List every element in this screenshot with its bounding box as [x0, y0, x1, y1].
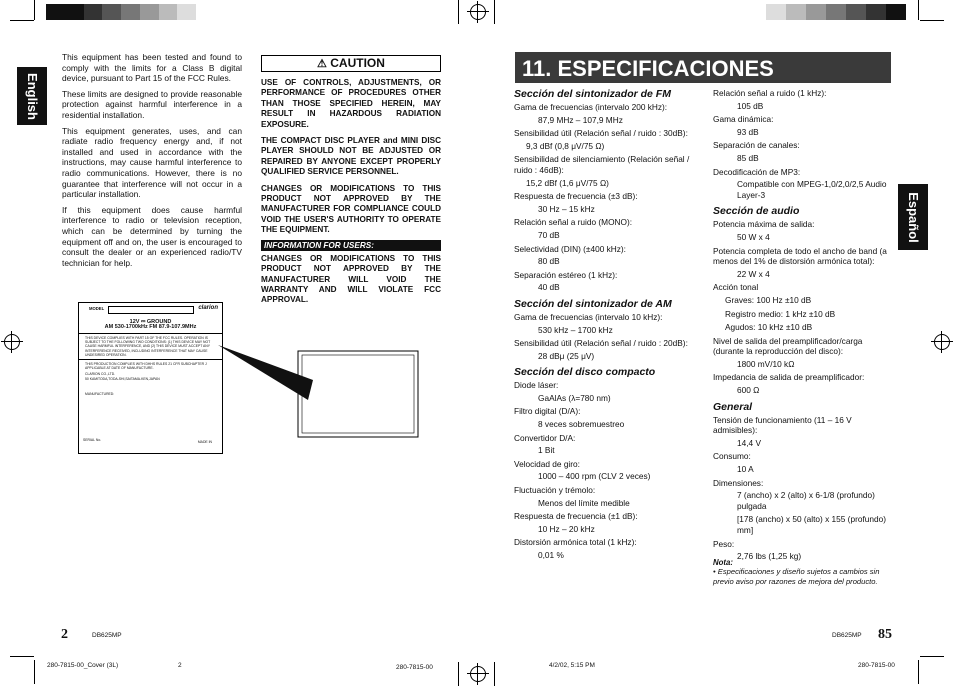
spec-label: Gama de frecuencias (intervalo 10 kHz): — [514, 311, 663, 322]
spec-value: 1800 mV/10 kΩ — [737, 358, 795, 369]
crop-mark — [494, 662, 495, 686]
spec-value: 40 dB — [538, 282, 560, 293]
spec-value: 8 veces sobremuestreo — [538, 419, 625, 430]
spec-label: Nivel de salida del preamplificador/carga (durante la reproducción del disco): — [713, 335, 863, 357]
spec-label: Consumo: — [713, 451, 751, 462]
color-bar-right — [746, 4, 906, 20]
info-users-header: INFORMATION FOR USERS: — [261, 240, 441, 251]
model-code-left: DB625MP — [92, 632, 122, 639]
page-title: 11. ESPECIFICACIONES — [515, 52, 891, 83]
fcc-paragraph: This equipment has been tested and found to comply with the limits for a Class B digital device, pursuant to Part 15 of the FCC Rules. — [62, 52, 242, 84]
crop-mark — [10, 20, 34, 21]
crop-mark — [34, 660, 35, 684]
label-model: MODEL — [89, 306, 105, 311]
spec-label: Distorsión armónica total (1 kHz): — [514, 537, 637, 548]
caution-text: CHANGES OR MODIFICATIONS TO THIS PRODUCT NOT APPROVED BY THE MANUFACTURER WILL VOID THE WARRANTY AND WILL VIOLATE FCC APPROVAL. — [261, 253, 441, 305]
spec-value: Agudos: 10 kHz ±10 dB — [725, 322, 813, 333]
spec-value: 50 W x 4 — [737, 231, 770, 242]
product-label — [78, 302, 223, 454]
note-title: Nota: — [713, 558, 733, 567]
color-swatch — [806, 4, 826, 20]
clarion-logo: clarion — [198, 305, 218, 311]
spec-label: Peso: — [713, 538, 735, 549]
label-serial: SERIAL No. — [83, 438, 102, 442]
spec-value: 7 (ancho) x 2 (alto) x 6-1/8 (profundo) pulgada — [737, 490, 875, 511]
spec-label: Potencia máxima de salida: — [713, 219, 815, 230]
spec-column-1 — [514, 88, 702, 564]
spec-value: 2,76 lbs (1,25 kg) — [737, 551, 802, 562]
spec-value: Registro medio: 1 kHz ±10 dB — [725, 308, 836, 319]
label-power: 12V ⎓ GROUND — [129, 319, 172, 325]
label-made-in: MADE IN — [197, 440, 212, 444]
spec-value: GaAlAs (λ=780 nm) — [538, 392, 611, 403]
spec-label: Separación estéreo (1 kHz): — [514, 269, 618, 280]
caution-text: THE COMPACT DISC PLAYER and MINI DISC PLAYER SHOULD NOT BE ADJUSTED OR REPAIRED BY ANYONE EXCEPT PROPERLY QUALIFIED SERVICE PERSONNEL. — [261, 136, 441, 177]
spec-label: Separación de canales: — [713, 140, 800, 151]
caution-box — [261, 55, 441, 312]
spec-value: Graves: 100 Hz ±10 dB — [725, 294, 812, 305]
label-compliance: THIS DEVICE COMPLIES WITH PART 15 OF THE FCC RULES. OPERATION IS SUBJECT TO THE FOLLOWING TWO CONDITIONS: (1) THIS DEVICE MAY NOT CAUSE HARMFUL INTERFERENCE, AND (2) THIS DEVICE MUST ACCEPT ANY INTERFERENCE RECEIVED, INCLUDING INTERFERENCE THAT MAY CAUSE UNDESIRED OPERATION. — [79, 333, 222, 359]
color-swatch — [886, 4, 906, 20]
color-swatch — [65, 4, 84, 20]
spec-value: 87,9 MHz – 107,9 MHz — [538, 114, 623, 125]
crop-mark — [920, 20, 944, 21]
spec-value: 1 Bit — [538, 445, 555, 456]
spec-value: 85 dB — [737, 152, 759, 163]
label-production: THIS PRODUCTION COMPLIES WITH DHHS RULES 21 CFR SUBCHAPTER J APPLICABLE AT DATE OF MANUFACTURE. — [79, 359, 222, 372]
spec-label: Sensibilidad útil (Relación señal / ruido : 30dB): — [514, 128, 688, 139]
color-swatch — [177, 4, 196, 20]
spec-value: 530 kHz – 1700 kHz — [538, 324, 613, 335]
spec-label: Relación señal a ruido (1 kHz): — [713, 88, 827, 98]
color-swatch — [102, 4, 121, 20]
footer-file: 280-7815-00_Cover (3L) — [47, 662, 119, 669]
footer-date: 4/2/02, 5:15 PM — [549, 662, 595, 669]
side-tab-english: English — [17, 67, 47, 125]
spec-label: Relación señal a ruido (MONO): — [514, 217, 633, 228]
spec-label: Gama de frecuencias (intervalo 200 kHz): — [514, 102, 668, 112]
registration-mark-icon — [4, 334, 20, 350]
color-swatch — [866, 4, 886, 20]
color-bar-left — [46, 4, 196, 20]
crop-mark — [34, 0, 35, 20]
spec-value: 105 dB — [737, 100, 764, 111]
registration-mark-icon — [934, 334, 950, 350]
color-swatch — [84, 4, 103, 20]
fcc-statement — [62, 52, 242, 273]
page-number-right: 85 — [878, 627, 892, 642]
caution-text: USE OF CONTROLS, ADJUSTMENTS, OR PERFORMANCE OF PROCEDURES OTHER THAN THOSE SPECIFIED HEREIN, MAY RESULT IN HAZARDOUS RADIATION EXPOSURE. — [261, 78, 441, 129]
spec-value: 1000 – 400 rpm (CLV 2 veces) — [538, 471, 651, 482]
spec-label: Respuesta de frecuencia (±1 dB): — [514, 511, 638, 522]
spec-value: Menos del límite medible — [538, 497, 630, 508]
spec-label: Decodificación de MP3: — [713, 166, 801, 177]
section-heading: Sección del sintonizador de AM — [514, 297, 672, 310]
spec-label: Selectividad (DIN) (±400 kHz): — [514, 243, 626, 254]
spec-value: 30 Hz – 15 kHz — [538, 203, 595, 214]
spec-label: Respuesta de frecuencia (±3 dB): — [514, 191, 638, 202]
fcc-paragraph: These limits are designed to provide reasonable protection against harmful interference in a residential installation. — [62, 88, 242, 120]
spec-label: Diode láser: — [514, 380, 559, 391]
spec-label: Acción tonal — [713, 282, 759, 293]
color-swatch — [159, 4, 178, 20]
note-block — [713, 558, 895, 586]
spec-value: [178 (ancho) x 50 (alto) x 155 (profundo) mm] — [737, 514, 886, 535]
spec-label: Filtro digital (D/A): — [514, 406, 581, 417]
registration-mark-icon — [470, 666, 486, 682]
spec-label: Sensibilidad útil (Relación señal / ruido : 20dB): — [514, 338, 688, 349]
label-bands: AM 530-1700kHz FM 87.9-107.9MHz — [104, 324, 197, 330]
crop-mark — [10, 656, 34, 657]
color-swatch — [766, 4, 786, 20]
spec-value: 600 Ω — [737, 385, 760, 396]
spec-value: 0,01 % — [538, 550, 564, 560]
label-company: CLARION CO.,LTD. — [85, 372, 116, 377]
spec-label: Sensibilidad de silenciamiento (Relación señal / ruido : 46dB): — [514, 154, 690, 175]
model-code-right: DB625MP — [832, 632, 862, 639]
color-swatch — [746, 4, 766, 20]
label-address: 50 KAMITODA,TODA-SHI,SAITAMA-KEN,JAPAN — [85, 377, 160, 382]
color-swatch — [826, 4, 846, 20]
crop-mark — [458, 0, 459, 24]
spec-value: 14,4 V — [737, 437, 761, 448]
crop-mark — [918, 0, 919, 20]
spec-value: 9,3 dBf (0,8 μV/75 Ω) — [526, 140, 605, 151]
color-swatch — [846, 4, 866, 20]
color-swatch — [786, 4, 806, 20]
spec-value: 22 W x 4 — [737, 268, 770, 279]
spec-value: 10 A — [737, 464, 754, 475]
footer-code: 280-7815-00 — [396, 664, 433, 671]
color-swatch — [140, 4, 159, 20]
caution-text: CHANGES OR MODIFICATIONS TO THIS PRODUCT NOT APPROVED BY THE MANUFACTURER FOR COMPLIANCE COULD VOID THE USER'S AUTHORITY TO OPERATE THE EQUIPMENT. — [261, 183, 441, 235]
section-heading: Sección del disco compacto — [514, 366, 656, 379]
note-text: • Especificaciones y diseño sujetos a cambios sin previo aviso por razones de mejora del producto. — [713, 567, 880, 586]
spec-column-2 — [713, 88, 893, 565]
fcc-paragraph: If this equipment does cause harmful interference to radio or television reception, which can be determined by turning the equipment off and on, the user is encouraged to consult the dealer or an experienced radio/TV technician for help. — [62, 204, 242, 268]
spec-label: Velocidad de giro: — [514, 458, 580, 469]
fcc-paragraph: This equipment generates, uses, and can radiate radio frequency energy and, if not installed and used in accordance with the instructions, may cause harmful interference to radio communications. However, there is no guarantee that interference will not occur in a particular installation. — [62, 125, 242, 200]
section-heading: Sección del sintonizador de FM — [514, 88, 671, 100]
spec-value: 80 dB — [538, 256, 560, 267]
warning-icon: ⚠ — [317, 58, 327, 70]
caution-header: ⚠ CAUTION — [261, 55, 441, 72]
spec-label: Convertidor D/A: — [514, 432, 576, 443]
section-heading: General — [713, 400, 753, 413]
color-swatch — [46, 4, 65, 20]
crop-mark — [458, 662, 459, 686]
spec-label: Fluctuación y trémolo: — [514, 485, 596, 496]
spec-label: Dimensiones: — [713, 477, 764, 488]
crop-mark — [918, 660, 919, 684]
color-swatch — [121, 4, 140, 20]
registration-mark-icon — [470, 4, 486, 20]
footer-page: 2 — [178, 662, 182, 669]
label-manufactured: MANUFACTURED: — [85, 392, 115, 397]
spec-label: Tensión de funcionamiento (11 – 16 V admisibles): — [713, 414, 852, 436]
spec-value: 93 dB — [737, 126, 759, 137]
spec-label: Gama dinámica: — [713, 114, 774, 125]
spec-value: 15,2 dBf (1,6 μV/75 Ω) — [526, 177, 609, 188]
page-number-left: 2 — [61, 627, 68, 642]
spec-value: 10 Hz – 20 kHz — [538, 523, 595, 534]
section-heading: Sección de audio — [713, 205, 800, 218]
crop-mark — [920, 656, 944, 657]
side-tab-espanol: Español — [898, 184, 928, 250]
unit-illustration — [218, 345, 423, 440]
spec-value: Compatible con MPEG-1,0/2,0/2,5 Audio Layer-3 — [737, 179, 887, 200]
spec-value: 70 dB — [538, 229, 560, 240]
crop-mark — [494, 0, 495, 24]
spec-value: 28 dBμ (25 μV) — [538, 350, 595, 361]
spec-label: Impedancia de salida de preamplificador: — [713, 372, 865, 383]
spec-label: Potencia completa de todo el ancho de band (a menos del 1% de distorsión armónica total): — [713, 245, 887, 267]
footer-code-right: 280-7815-00 — [858, 662, 895, 669]
